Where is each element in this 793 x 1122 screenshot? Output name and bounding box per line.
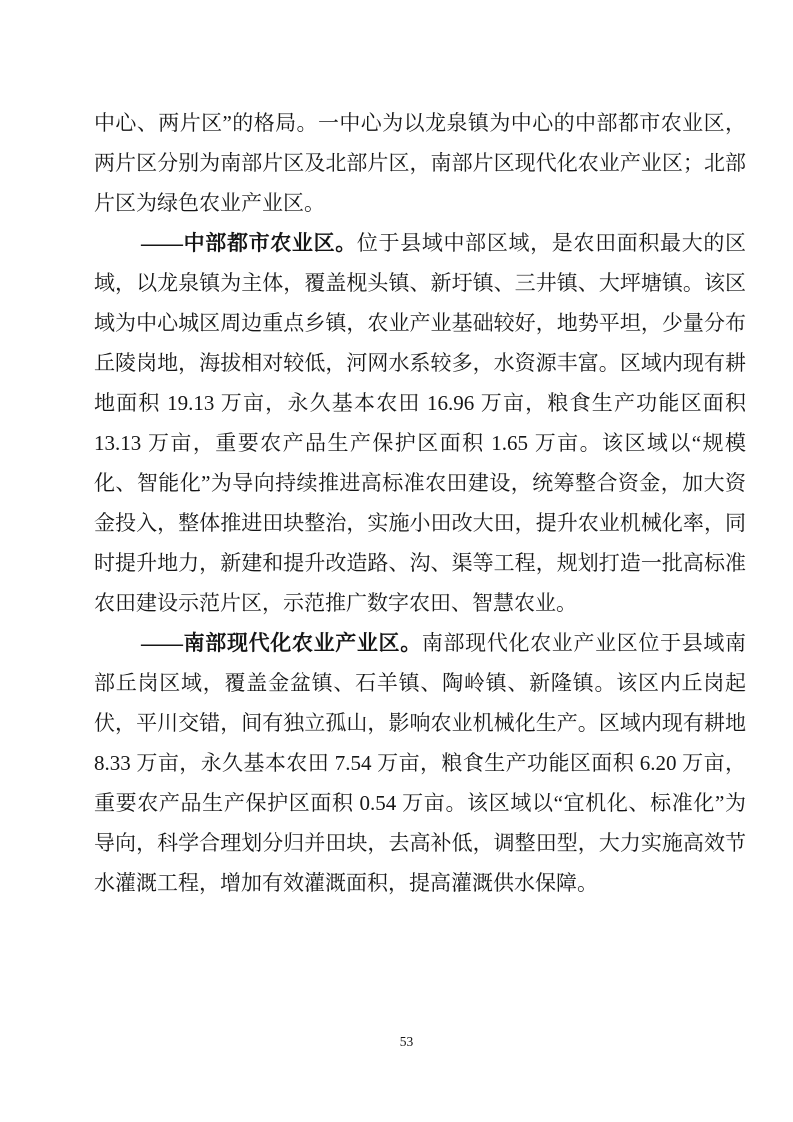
document-body	[94, 103, 746, 903]
paragraph-lead: ——中部都市农业区。	[141, 231, 357, 255]
paragraph-lead: ——南部现代化农业产业区。	[141, 631, 422, 655]
paragraph-central-urban-agriculture-zone	[94, 223, 746, 623]
paragraph-southern-modern-agriculture-zone	[94, 623, 746, 903]
page-number: 53	[399, 1034, 414, 1049]
paragraph-text: 南部现代化农业产业区位于县域南部丘岗区域，覆盖金盆镇、石羊镇、陶岭镇、新隆镇。该区内丘岗起伏，平川交错，间有独立孤山，影响农业机械化生产。区域内现有耕地 8.33 万亩，永久基本农田 7.54 万亩，粮食生产功能区面积 6.20 万亩，重要农产品生产保护区面积 0.54 万亩。该区域以“宜机化、标准化”为导向，科学合理划分归并田块，去高补低，调整田型，大力实施高效节水灌溉工程，增加有效灌溉面积，提高灌溉供水保障。	[94, 631, 747, 895]
paragraph-text: 中心、两片区”的格局。一中心为以龙泉镇为中心的中部都市农业区，两片区分别为南部片区及北部片区，南部片区现代化农业产业区；北部片区为绿色农业产业区。	[94, 111, 746, 215]
paragraph-text: 位于县域中部区域，是农田面积最大的区域，以龙泉镇为主体，覆盖枧头镇、新圩镇、三井镇、大坪塘镇。该区域为中心城区周边重点乡镇，农业产业基础较好，地势平坦，少量分布丘陵岗地，海拔相对较低，河网水系较多，水资源丰富。区域内现有耕地面积 19.13 万亩，永久基本农田 16.96 万亩，粮食生产功能区面积 13.13 万亩，重要农产品生产保护区面积 1.65 万亩。该区域以“规模化、智能化”为导向持续推进高标准农田建设，统筹整合资金，加大资金投入，整体推进田块整治，实施小田改大田，提升农业机械化率，同时提升地力，新建和提升改造路、沟、渠等工程，规划打造一批高标准农田建设示范片区，示范推广数字农田、智慧农业。	[94, 231, 747, 615]
paragraph-overview	[94, 103, 746, 223]
